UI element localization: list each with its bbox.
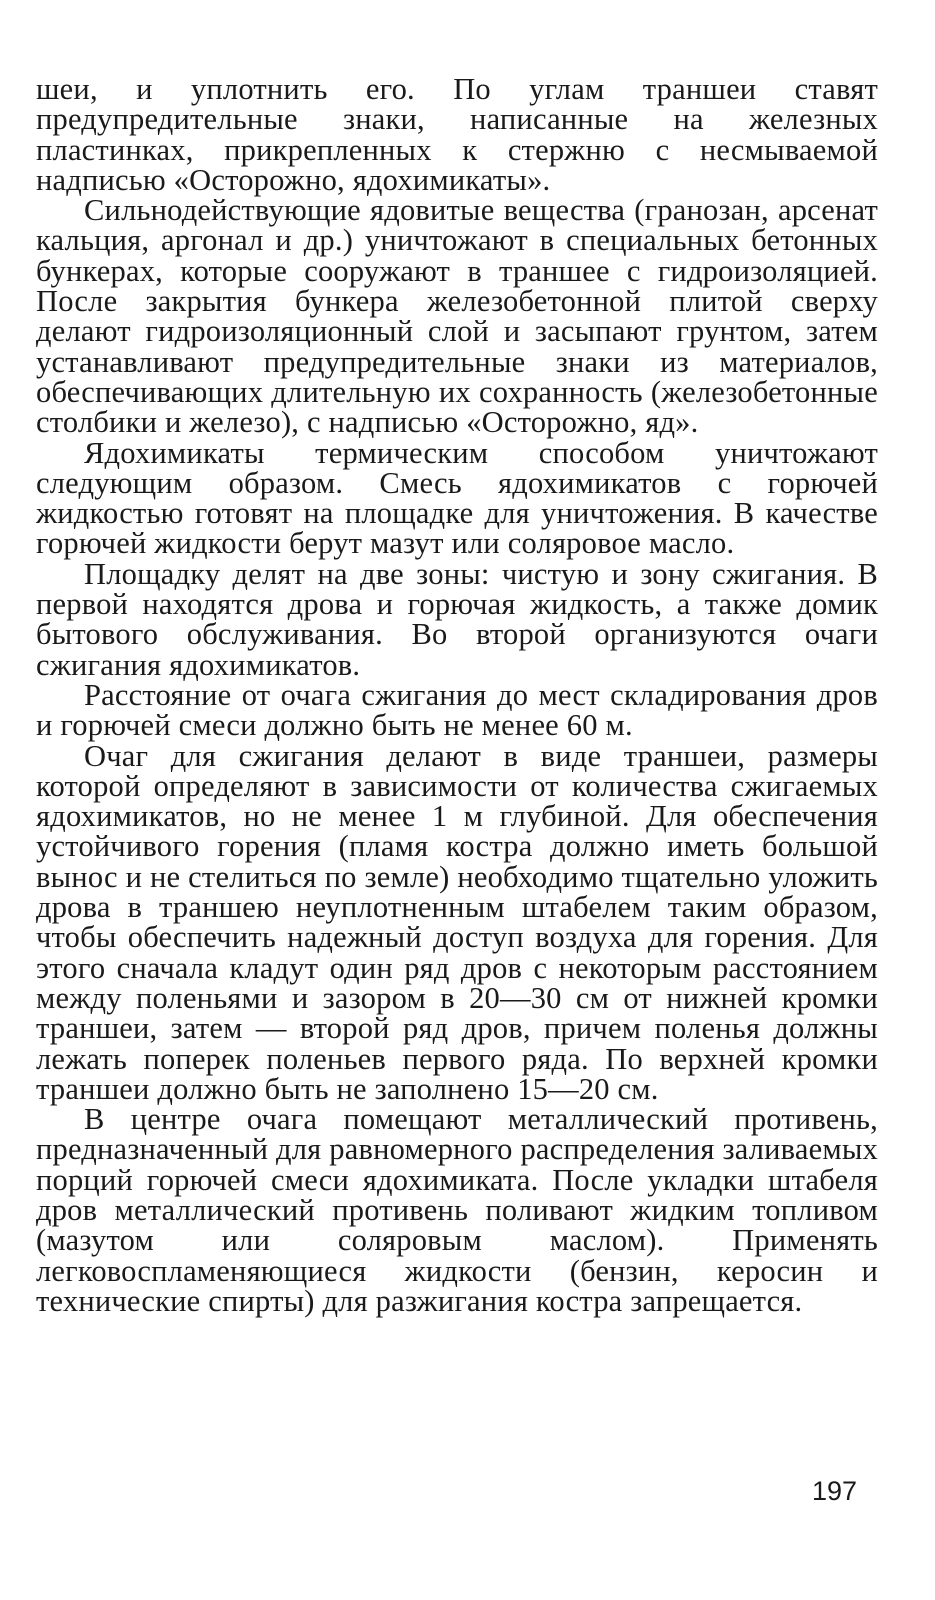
paragraph-distance: Расстояние от очага сжигания до мест складирования дров и горючей смеси должно быть не менее 60 м. bbox=[36, 677, 878, 743]
paragraph-toxic-substances: Сильнодействующие ядовитые вещества (гранозан, арсенат кальция, аргонал и др.) уничтожают в специальных бетонных бункерах, которые сооружают в траншее с гидроизоляцией. После закрытия бункера железобетонной плитой сверху делают гидроизоляционный слой и засыпают грунтом, затем устанавливают предупредительные знаки из материалов, обеспечивающих длительную их сохранность (железобетонные столбики и железо), с надписью «Осторожно, яд». bbox=[36, 193, 878, 440]
paragraph-thermal-method: Ядохимикаты термическим способом уничтожают следующим образом. Смесь ядохимикатов с горючей жидкостью готовят на площадке для уничтожения. В качестве горючей жидкости берут мазут или соляровое масло. bbox=[36, 435, 878, 561]
paragraph-metal-tray: В центре очага помещают металлический противень, предназначенный для равномерного распределения заливаемых порций горючей смеси ядохимиката. После укладки штабеля дров металлический противень поливают жидким топливом (мазутом или соляровым маслом). Применять легковоспламеняющиеся жидкости (бензин, керосин и технические спирты) для разжигания костра запрещается. bbox=[36, 1102, 878, 1318]
page-number: 197 bbox=[812, 1476, 858, 1506]
paragraph-burning-pit: Очаг для сжигания делают в виде траншеи, размеры которой определяют в зависимости от количества сжигаемых ядохимикатов, но не менее 1 м глубиной. Для обеспечения устойчивого горения (пламя костра должно иметь большой вынос и не стелиться по земле) необходимо тщательно уложить дрова в траншею неуплотненным штабелем таким образом, чтобы обеспечить надежный доступ воздуха для горения. Для этого сначала кладут один ряд дров с некоторым расстоянием между поленьями и зазором в 20—30 см от нижней кромки траншеи, затем — второй ряд дров, причем поленья должны лежать поперек поленьев первого ряда. По верхней кромки траншеи должно быть не заполнено 15—20 см. bbox=[36, 738, 878, 1106]
paragraph-site-zones: Площадку делят на две зоны: чистую и зону сжигания. В первой находятся дрова и горючая жидкость, а также домик бытового обслуживания. Во второй организуются очаги сжигания ядохимикатов. bbox=[36, 556, 878, 682]
paragraph-continuation: шеи, и уплотнить его. По углам траншеи ставят предупредительные знаки, написанные на железных пластинках, прикрепленных к стержню с несмываемой надписью «Осторожно, ядохимикаты». bbox=[36, 72, 878, 197]
body-text bbox=[36, 74, 878, 1316]
